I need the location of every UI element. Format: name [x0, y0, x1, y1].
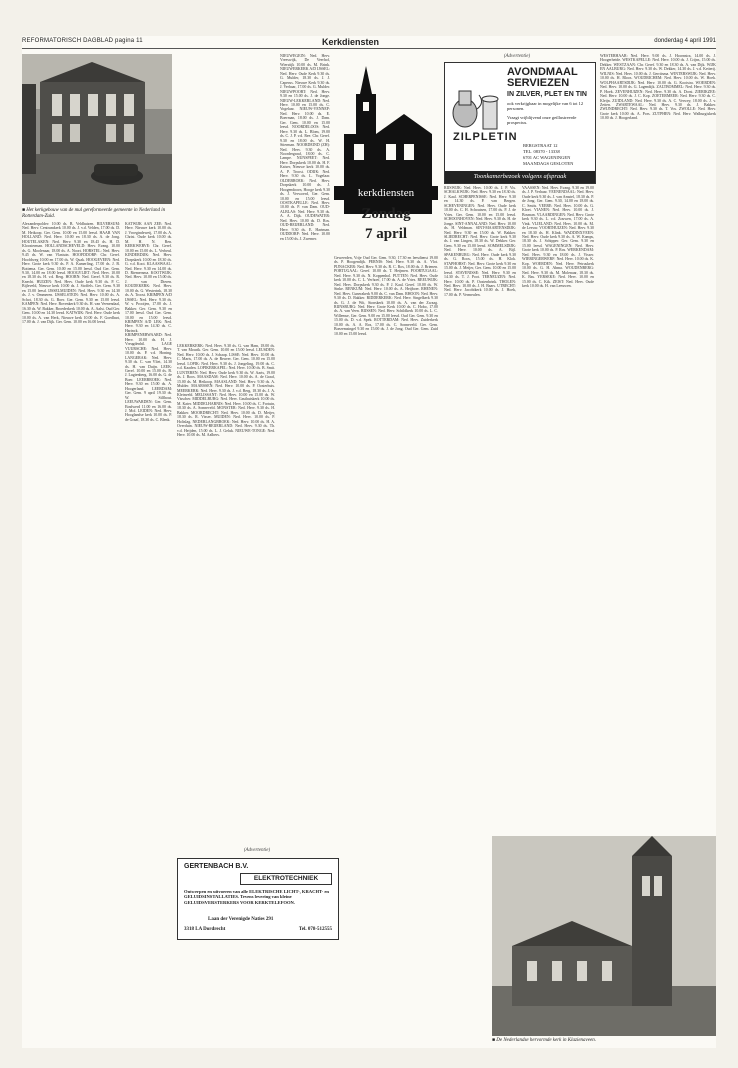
listing-text: RIJSWIJK: Ned. Herv. 10.00 ds. J. P. Vis. SCHALKWIJK: Ned. Herv. 9.30 en 18.30 ds. J. Kaal. SCHERPENISSE: Ned. Herv. 9.30 en 14.30 ds. P. van Bergen. SCHEVENINGEN: Ned. Herv. Oude kerk 10.00 ds. C. H. Schoutsen, 17.00 ds. P. J. de Vries. Ger. Gem. 10.00 en 15.00 leesd. SCHOONHOVEN: Ned. Herv. 9.30 ds. H. de Jonge. SINT-ANNALAND: Ned. Herv. 10.00 ds. H. Veldman. SINT-MAARTENSDIJK: Ned. Herv. 9.30 en 15.00 ds. W. Bakker. SLIEDRECHT: Ned. Herv. Grote kerk 9.30 ds. J. van Lingen, 18.30 ds. W. Dekker. Ger. Gem. 9.30 en 15.00 leesd. SOMMELSDIJK: Ned. Herv. 10.00 ds. A. Bijl. SPAKENBURG: Ned. Herv. Oude kerk 9.30 ds. G. Roos, 15.00 ds. H. Klok. STAPHORST: Ned. Herv. Grote kerk 9.30 en 15.00 ds. J. Meijer, Ger. Gem. 10.00 en 15.00 leesd. STAVENISSE: Ned. Herv. 9.30 en 14.30 ds. T. J. Poot. TERNEUZEN: Ned. Herv. 10.00 ds. P. Oostenbrink. THOLEN: Ned. Herv. 10.00 ds. J. H. Baars. UTRECHT: Ned. Herv. Jacobikerk 10.00 ds. J. Hoek, 17.00 ds. P. Vermeulen. [444, 186, 516, 297]
header-date: donderdag 4 april 1991 [654, 38, 716, 44]
listing-column-1 [22, 222, 120, 1048]
ad-top-label: (Advertentie) [503, 54, 531, 59]
church-photo-left [22, 54, 172, 204]
ad-top-address1: BERGSTRAAT 12 [523, 143, 558, 148]
page-header [22, 36, 716, 49]
church-photo-left-caption: ■ Het kerkgebouw van de mul gereformeerde gemeente in Nederland in Rotterdam-Zuid. [22, 208, 166, 219]
kerkdiensten-title: kerkdiensten [357, 187, 415, 199]
ad-bottom-phone: Tel. 078-512555 [298, 927, 332, 932]
ad-bottom-label: (Advertentie) [243, 848, 271, 853]
ad-top-company: ZILPLETIN [453, 131, 518, 143]
listing-column-7 [522, 186, 594, 846]
ad-top-address2: TEL. 08370 - 13338 [523, 149, 560, 154]
kerkdiensten-date: 7 april [364, 226, 408, 242]
ad-top-line1: ook verkrijgbaar in mogelijke van 6 tot 12 personen. [507, 101, 584, 111]
silverware-icon [449, 69, 505, 133]
ad-top-line2: Vraagt vrijblijvend onze geillustreerde prospectus. [507, 115, 577, 125]
ad-bottom-city: 3318 LA Dordrecht [184, 927, 226, 932]
header-publication: REFORMATORISCH DAGBLAD pagina 11 [22, 38, 143, 44]
ad-top-subtitle: IN ZILVER, PLET EN TIN [507, 91, 587, 98]
tower-illustration [492, 836, 716, 1036]
ad-bottom-company: GERTENBACH B.V. [184, 863, 249, 870]
ad-top-title: AVONDMAAL SERVIEZEN [507, 66, 578, 89]
listing-column-6 [444, 186, 516, 846]
listing-text: KATWIJK AAN ZEE: Ned. Herv. Nieuwe kerk 10.00 ds. J. Vroegindeweij, 17.00 ds. A. Christ. Oude kerk 10.00 ds. M. H. N. Ren. KERKWERVE: Chr. Geref. 10.00 en 15.00 ds. L. Verheul. KINDERDIJK: Ned. Herv. Dorpskerk 10.00 en 18.30 ds. G. v.d. Kooi. KLAASWAAL: Ned. Herv. 9.30 en 14.00 ds. D. Riemersma. KOOTWIJK: Ned. Herv. 10.00 en 15.00 ds. J. van Dieren. KOUDEKERK: Ned. Herv. 10.00 ds. G. Westerink, 18.30 ds. A. Troost. KRIMPEN A/D IJSSEL: Ned. Herv. 9.30 ds. W. v. Prooijen, 17.00 ds. J. Bakker. Ger. Gem. 9.30 en 17.00 leesd. Oud Ger. Gem. 10.00 en 15.00 leesd. KRIMPEN A/D LEK: Ned. Herv. 9.30 en 14.30 ds. C. Harinck. KRIMPENERWAARD: Ned. Herv. 10.00 ds. H. J. Vreugdenhil. LAGE VUURSCHE: Ned. Herv. 10.00 ds. P. v.d. Honing. LANGERAK: Ned. Herv. 9.30 ds. C. van Vliet, 14.30 ds. H. van Duijn. LEEK: Geref. 10.00 en 15.00 ds. B. J. Lugtenberg, 16.00 ds. G. de Boer. LEERBROEK: Ned. Herv. 9.30 en 15.00 ds. A. Hoogerland. LEERDAM: Ger. Gem. 9 april 19.30 ds. W. Silfhout. LEEUWARDEN: Ger. Gem. Eindwerd 11.00 en 16.00 ds. J. Mol. LEIDEN: Ned. Herv. Hooglandse kerk 10.00 ds. P. de Graaf, 18.30 ds. C. Blenk. [125, 222, 172, 422]
listing-text: NIEUWEGEIN: Ned. Herv. Vreeswijk, De Veerhof, Wierstijk 10.00 ds. M. Brink. NIEUWERKERK A/D IJSSEL: Ned. Herv. Oude Kerk 9.30 ds. G. Mulder, 18.30 ds. J. J. Caperus. Nieuwe Kerk 9.30 ds. J. Verhaar, 17.00 ds. G. Mulder. NIEUWPOORT: Ned. Herv. 9.30 en 15.00 ds. J. de Jonge. NIEUW-LEKKERLAND: Ned. Herv. 10.00 en 15.00 ds. C. Vogelaar. NIEUW-VENNEP: Ned. Herv. 10.00 ds. E. Boerman, 18.00 ds. J. Dam. Ger. Gem. 10.00 en 15.00 leesd. NOORDELOOS: Ned. Herv. 9.30 ds. L. Blom, 19.00 ds. C. J. P. v.d. Ree. Chr. Geref. 9.30 en 18.00 ds. W. H. Stierman. NOORDEIND (ZH): Ned. Herv. 9.30 ds. A. Noordergraaf, 18.00 ds. C. Lampe. NUNSPEET: Ned. Herv. Dorpskerk 10.00 ds. H. F. Kaiser, Nieuwe kerk 10.00 ds. A. P. Troost. ODIJK: Ned. Herv. 9.30 ds. L. Vogelaar. OLDEBROEK: Ned. Herv. Dorpskerk 10.00 ds. J. Hoogendoorn, Hooge kerk 9.30 ds. J. Verwoerd, Ger. Gem. 10.00 en 15.00 leesd. OOSTKAPELLE: Ned. Herv. 10.00 ds. P. van Dam. OUD-ALBLAS: Ned. Herv. 9.30 ds. A. A. Dijk. OUDEWATER: Ned. Herv. 10.00 ds. D. Ros. OUD-BEIJERLAND: Ned. Herv. 9.30 ds. E. Hartman. OUDDORP: Ned. Herv. 10.00 en 15.00 ds. J. Zwemer. [280, 54, 330, 241]
kerkdiensten-banner [334, 186, 438, 200]
listing-column-2 [125, 222, 172, 1048]
listing-text: Geweerden, Vrije Oud Ger. Gem. 9.30, 17.30 en leesdienst 19.00 ds. P. Hoogendijk. PERNIS: Ned. Herv. 9.30 ds. A. Vlot. PIJNACKER: Ned. Herv. 9.30 ds. R. C. Ros, 18.00 ds. J. Brienen. PORTUGAAL: Geref. 10.00 ds. T. Heijmen. POORTUGAAL: Ned. Herv. 9.30 ds. N. Koppenhol. PUTTEN: Ned. Herv. Oude kerk 10.00 ds. C. L. Verhoef, 17.00 ds. A. de Vries. REEUWIJK: Ned. Herv. Dorpskerk 9.30 ds. P. J. Kaal. Geref. 10.00 ds. W. Sinke. RENKUM: Ned. Herv. 10.00 ds. A. Heijboer. RHENEN: Ned. Herv. Cunerakerk 9.00 ds. C. van Dam. RHOON: Ned. Herv. 9.30 ds. D. Bakker. RIDDERKERK: Ned. Herv. Singelkerk 9.30 ds. G. J. de Wit, Sionskerk 10.00 ds. A. van der Zwaag. RIJNSBURG: Ned. Herv. Grote Kerk 10.00 ds. C. Hobo, 17.00 ds. A. van Veen. RIJSSEN: Ned. Herv. Schildkerk 10.00 ds. L. C. Willemse, Ger. Gem. 9.00 en 15.00 leesd. Oud Ger. Gem. 9.30 en 15.00 ds. D. v.d. Spek. ROTTERDAM: Ned. Herv. Zuiderkerk 10.00 ds. A. A. Ros, 17.00 ds. C. Sonneveld. Ger. Gem. Boezemsingel 9.30 en 15.00 ds. J. de Jong. Oud Ger. Gem. Zuid 10.00 en 15.00 leesd. [334, 256, 438, 336]
ad-bottom-address: Laan der Verenigde Naties 291 [208, 917, 274, 922]
ad-top-banner-text: Toonkamerbezoek volgens afspraak [473, 173, 567, 180]
ad-bottom [177, 858, 339, 940]
listing-column-8 [600, 54, 716, 834]
kerkdiensten-day: Zondag [361, 206, 411, 222]
listing-column-5 [334, 256, 438, 846]
listing-column-3 [177, 344, 275, 1048]
church-photo-right [492, 836, 716, 1036]
church-illustration [22, 54, 172, 204]
listing-text: WESTERHAAR: Ned. Herv. 9.00 ds. J. Hoornstra, 14.00 ds. J. Hoogerheide. WESTKAPELLE: Ned. Herv. 10.00 ds. J. Crijns, 15.00 ds. Dekker. WESTZAAN: Chr. Geref. 9.30 en 18.30 ds. A. van Dijk. WIJK EN AALBURG: Ned. Herv. 9.30 ds. W. Dekker, 14.30 ds. J. v.d. Ketterij. WILNIS: Ned. Herv. 10.00 ds. J. Gerritsma. WINTERSWIJK: Ned. Herv. 10.00 ds. H. Bloos. WOUDRICHEM: Ned. Herv. 10.00 ds. W. Hoek. WOLPHAARTSDIJK: Ned. Herv. 10.00 ds. G. Kooistra. WOERDEN: Ned. Herv. 10.00 ds. G. Lagendijk. ZALTBOMMEL: Ned. Herv. 9.30 ds. P. Hoek. ZEVENHUIZEN: Ned. Herv. 9.30 ds. A. Dorst. ZIERIKZEE: Ned. Herv. 10.00 ds. J. C. Kop. ZOETERMEER: Ned. Herv. 9.30 ds. C. Kleijn. ZUIDLAND: Ned. Herv. 9.30 ds. A. C. Verwey, 18.00 ds. J. v. Zetten. ZWARTEWAAL: Ned. Herv. 9.30 ds. J. Bakker. ZWIJNDRECHT: Ned. Herv. 9.30 ds. T. Vos. ZWOLLE: Ned. Herv. Grote kerk 10.00 ds. A. Pors. ZUTPHEN: Ned. Herv. Walburgiskerk 10.00 ds. J. Hoogerland. [600, 54, 716, 121]
ad-top-banner [445, 171, 595, 183]
ad-bottom-badge: ELEKTROTECHNIEK [240, 873, 332, 885]
ad-top-address3: 6701 AC WAGENINGEN [523, 155, 571, 160]
ad-top [444, 62, 596, 184]
header-section-title: Kerkdiensten [322, 37, 380, 47]
listing-text: VAASSEN: Ned. Herv. Evang. 9.30 en 19.00 ds. J. P. Verhaar. VEENENDAAL: Ned. Herv. Oude kerk 9.30 ds. J. van Amstel, 18.30 ds. P. de Jong. Ger. Gem. 9.30, 14.00 en 18.00 ds. C. Smits. VEERE: Ned. Herv. 10.00 ds. G. Kloet. VIANEN: Ned. Herv. 10.00 ds. J. Bosman. VLAARDINGEN: Ned. Herv. Grote kerk 9.30 ds. L. v.d. Zouwen, 17.00 ds. A. Vink. VLIELAND: Ned. Herv. 10.00 ds. M. de Leeuw. VOORTHUIZEN: Ned. Herv. 9.30 en 18.30 ds. H. Klink. WADDINXVEEN: Ned. Herv. Oude kerk 9.30 ds. A. W. Kamps, 18.30 ds. J. Schipper. Ger. Gem. 9.30 en 15.00 leesd. WAGENINGEN: Ned. Herv. Grote kerk 10.00 ds. P. Ros. WERKENDAM: Ned. Herv. 9.30 en 18.00 ds. J. Visser. WIERINGERWERF: Ned. Herv. 10.00 ds. K. Kop. WOERDEN: Ned. Herv. Petruskerk 10.00 ds. G. H. Abma. WOUDENBERG: Ned. Herv. 9.30 ds. M. Molenaar, 18.30 ds. K. Bas. YERSEKE: Ned. Herv. 10.00 en 15.00 ds. C. Kik. ZEIST: Ned. Herv. Oude kerk 10.00 ds. H. van Leeuwen. [522, 186, 594, 288]
newspaper-page [22, 36, 716, 1048]
church-photo-right-caption: ■ De Nederlandse hervormde kerk in Klazienaveen. [492, 1038, 596, 1043]
ad-bottom-text: Ontwerpen en uitvoeren van alle ELEKTRISCHE LICHT-, KRACHT- en GELUIDSINSTALLATIES. Tevens levering van kleine GELUIDSVERSTERKERS VOOR KERKTELEFOON. [184, 889, 329, 905]
listing-text: Alexanderpolder: 10.00 ds. B. Veldhuizen. BILVERSUM: Ned. Herv. Centrumkerk 10.00 ds. J. v.d. Velden, 17.00 ds. D. M. Heikoop. Ger. Gem. 10.00 en 15.00 leesd. HAAR VAN HOLLAND: Ned. Herv. 10.00 en 18.30 ds. A. de Jong. HOUTELAKEN: Ned. Herv. 9.30 en 18.45 ds. H. D. Kloosterman. HOLLANDSCHEVELD: Herv. Evang. 10.00 ds. G. Moolenaar, 18.00 ds. A. Noort. HORSTEL: Ned. Herv. 9.45 ds. W. van Vlastuin. HOOFDDORP: Chr. Geref. Hoofdweg 10.00 en 17.00 ds. W. Quak. HOOGEVEEN: Ned. Herv. Grote kerk 9.30 ds. P. A. Kamerling, 17.00 ds. J. B. Bottema. Ger. Gem. 10.00 en 15.00 leesd. Oud Ger. Gem. 9.30, 14.00 en 18.00 leesd. HOOGVLIET: Ned. Herv. 10.00 en 18.30 ds. H. v.d. Berg. HOORN: Ned. Geref. 9.30 ds. R. Knecht. HUIZEN: Ned. Herv. Oude kerk 9.30 ds. P. C. Bijleveld, Nieuwe kerk 10.00 ds. J. Stoffels. Ger. Gem. 9.30 en 15.00 leesd. IJSSELMUIDEN: Ned. Herv. 9.30 en 14.30 ds. J. v. Ommeren. IJSSELSTEIN: Ned. Herv. 10.00 ds. A. Schot, 18.30 ds. G. Boer. Ger. Gem. 9.30 en 15.00 leesd. KAMPEN: Ned. Herv. Bovenkerk 9.30 ds. H. van Veenendaal, 16.30 ds. W. Bakker, Broederkerk 10.00 ds. A. Aalst. Oud Ger. Gem. 10.00 en 14.30 leesd. KATWIJK: Ned. Herv. Oude kerk 10.00 ds. A. van Herk, Nieuwe kerk 10.00 ds. F. Goedhart, 17.00 ds. J. van Dijk. Ger. Gem. 10.00 en 16.00 leesd. [22, 222, 120, 324]
ad-top-address4: MAANDAGS GESLOTEN [523, 161, 574, 166]
listing-text: LEKKERKERK: Ned. Herv. 9.30 ds. G. van Ham, 18.00 ds. T. van Mourik. Ger. Gem. 10.00 en 15.00 leesd. LEUSDEN: Ned. Herv. 10.00 ds. J. Schaap. LISSE: Ned. Herv. 10.00 ds. C. Maris, 17.00 ds. A. de Reuver. Ger. Gem. 10.00 en 15.00 leesd. LOPIK: Ned. Herv. 9.30 ds. J. Jongeling, 19.00 ds. C. v.d. Kaaden. LOPIKERKAPEL: Ned. Herv. 10.00 ds. B. Smit. LUNTEREN: Ned. Herv. Oude kerk 9.30 ds. W. Aarts, 19.00 ds. J. Roos. MAASDAM: Ned. Herv. 10.00 ds. A. de Graaf, 15.00 ds. M. Heikoop. MAASLAND: Ned. Herv. 9.30 ds. A. Mulder. MAARSSEN: Ned. Herv. 10.00 ds. P. Oosterhuis. MEERKERK: Ned. Herv. 9.30 ds. J. v.d. Berg, 18.30 ds. J. A. Kleinveld. MELISSANT: Ned. Herv. 10.00 en 15.00 ds. W. Visscher. MIDDELBURG: Ned. Herv. Gasthuiskerk 10.00 ds. M. Kater. MIDDELHARNIS: Ned. Herv. 10.00 ds. C. Fortuin, 18.30 ds. A. Sonneveld. MONSTER: Ned. Herv. 9.30 ds. H. Bakker. MOORDRECHT: Ned. Herv. 10.00 ds. D. Meijer, 18.30 ds. R. Visser. MUIDEN: Ned. Herv. 10.00 ds. P. Holtslag. NEDERLANGBROEK: Ned. Herv. 10.00 ds. H. A. Overduin. NIEUW-BEIJERLAND: Ned. Herv. 9.30 ds. Th. v.d. Heijden, 15.00 ds. L. J. Geluk. NIEUWE-TONGE: Ned. Herv. 10.00 ds. M. Aalbers. [177, 344, 275, 438]
